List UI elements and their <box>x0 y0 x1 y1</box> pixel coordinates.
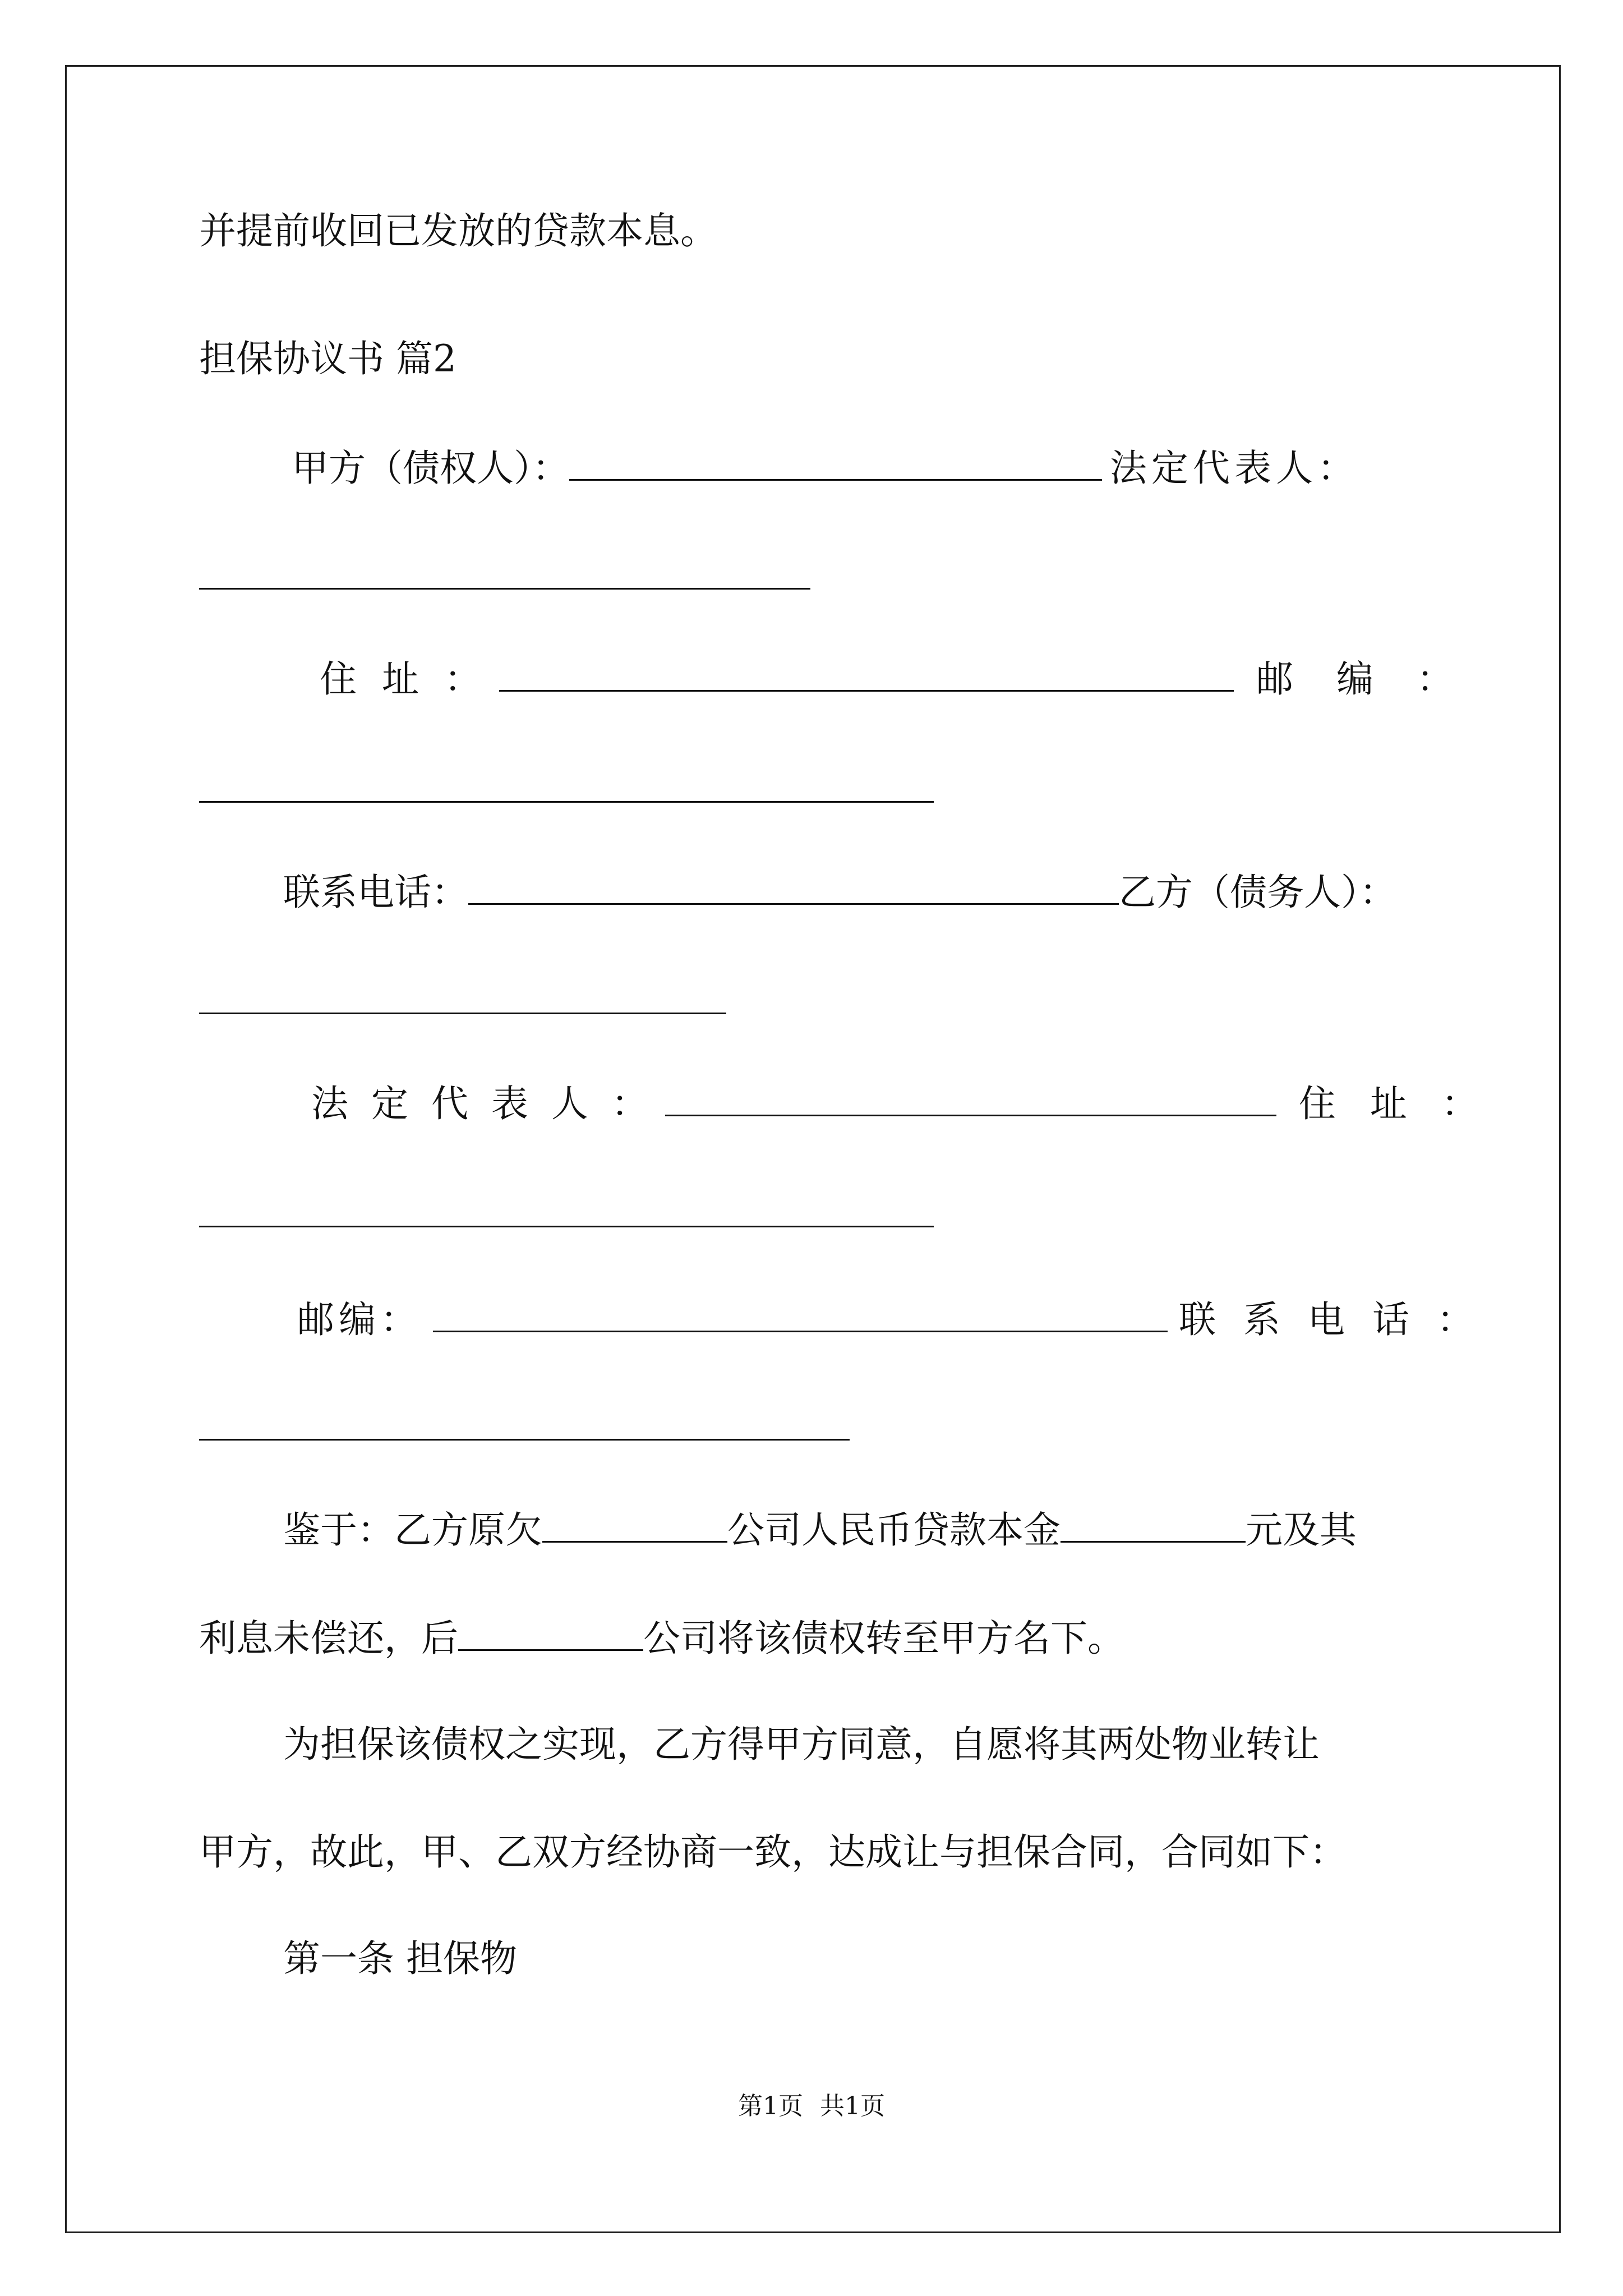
party-a-label: 甲方（债权人）： <box>292 447 569 490</box>
party-b-phone-label: 联 系 电 话 ： <box>1179 1298 1482 1341</box>
party-a-address-label: 住 址 ： <box>320 657 488 701</box>
page-total: 共1页 <box>820 2092 885 2120</box>
page-number: 第1页 <box>738 2092 803 2120</box>
party-b-label: 乙方（债务人）： <box>1119 871 1396 914</box>
party-a-address-line <box>320 655 1469 702</box>
party-b-blank <box>199 1013 726 1014</box>
party-a-phone-line <box>283 868 1396 915</box>
whereas-text-2: 公司人民币贷款本金 <box>727 1508 1061 1552</box>
whereas-text-5: 公司将该债权转至甲方名下。 <box>643 1617 1124 1660</box>
party-a-postcode-label: 邮 编 ： <box>1256 657 1469 701</box>
party-a-blank <box>569 444 1102 481</box>
party-a-line <box>292 444 1359 491</box>
page-border <box>65 65 1561 2233</box>
party-b-postcode-line <box>297 1296 1482 1342</box>
party-a-rep-label: 法定代表人： <box>1110 447 1359 490</box>
whereas-text-1: 鉴于：乙方原欠 <box>283 1508 542 1552</box>
party-b-postcode-label: 邮编： <box>297 1298 422 1341</box>
party-a-rep-blank <box>199 588 810 590</box>
party-b-address-label: 住 址 ： <box>1298 1082 1490 1125</box>
paragraph-continuation: 并提前收回已发放的贷款本息。 <box>199 209 717 252</box>
party-b-rep-blank <box>665 1080 1276 1116</box>
article-heading: 第一条 担保物 <box>283 1937 517 1980</box>
transfer-company-blank <box>458 1614 643 1651</box>
whereas-line-2 <box>199 1614 1124 1661</box>
party-b-postcode-blank <box>433 1296 1168 1332</box>
whereas-text-3: 元及其 <box>1246 1508 1357 1552</box>
whereas-line-1 <box>283 1506 1357 1553</box>
party-b-phone-blank <box>199 1439 850 1441</box>
original-company-blank <box>542 1506 727 1543</box>
party-a-address-blank <box>499 655 1234 692</box>
party-b-rep-line <box>311 1080 1490 1126</box>
whereas-text-4: 利息未偿还，后 <box>199 1617 458 1660</box>
party-b-address-blank <box>199 1226 934 1227</box>
party-b-rep-label: 法 定 代 表 人 ： <box>311 1082 654 1125</box>
purpose-line-2: 甲方，故此，甲、乙双方经协商一致，达成让与担保合同，合同如下： <box>199 1830 1347 1874</box>
section-heading: 担保协议书 篇2 <box>199 337 457 380</box>
purpose-line-1: 为担保该债权之实现，乙方得甲方同意，自愿将其两处物业转让 <box>283 1723 1320 1766</box>
party-a-phone-label: 联系电话： <box>283 871 468 914</box>
loan-amount-blank <box>1061 1506 1246 1543</box>
page-footer <box>0 2091 1623 2122</box>
party-a-postcode-blank <box>199 801 934 803</box>
party-a-phone-blank <box>468 868 1119 905</box>
